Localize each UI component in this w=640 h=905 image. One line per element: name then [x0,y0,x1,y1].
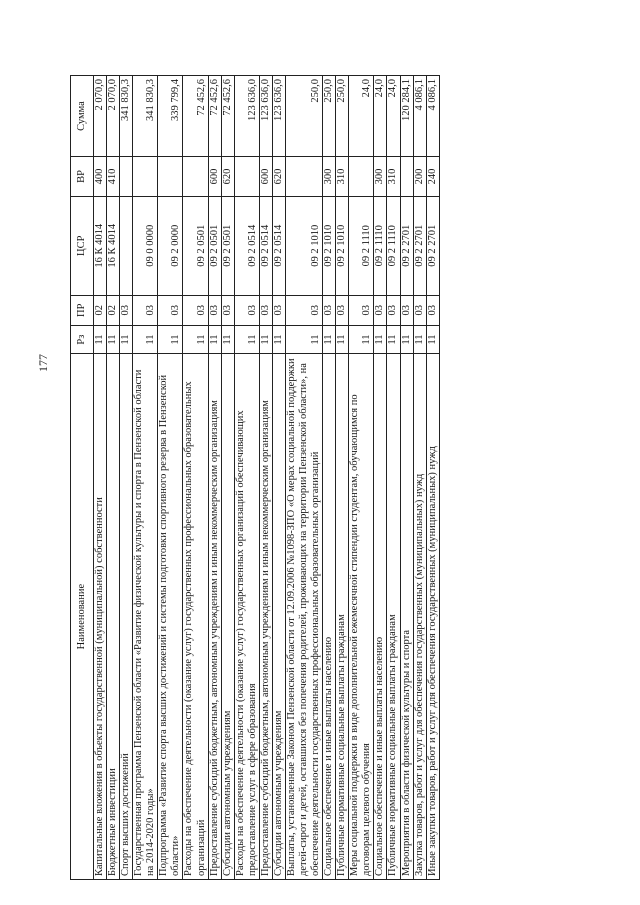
cell-csr: 09 2 1010 [323,196,336,295]
cell-sum: 72 452,6 [183,76,208,157]
cell-sum: 250,0 [323,76,336,157]
cell-pr: 02 [94,295,107,326]
cell-rz: 11 [259,326,272,354]
cell-csr: 09 2 1110 [374,196,387,295]
budget-table [70,75,440,880]
cell-sum: 120 284,1 [400,76,413,157]
cell-name: Капитальные вложения в объекты государственной (муниципальной) собственности [94,354,107,880]
table-row [400,76,413,880]
cell-name: Расходы на обеспечение деятельности (оказание услуг) государственных организаций обеспечивающих предоставление услуг в сфере образования [234,354,259,880]
cell-vr [349,157,374,197]
cell-name: Социальное обеспечение и иные выплаты населению [374,354,387,880]
cell-csr: 09 2 0514 [234,196,259,295]
table-row [272,76,285,880]
cell-rz: 11 [285,326,322,354]
cell-rz: 11 [323,326,336,354]
cell-name: Подпрограмма «Развитие спорта высших достижений и системы подготовки спортивного резерва в Пензенской области» [158,354,183,880]
cell-pr: 03 [400,295,413,326]
cell-vr: 300 [323,157,336,197]
cell-name: Государственная программа Пензенской области «Развитие физической культуры и спорта в Пензенской области на 2014-2020 годы» [133,354,158,880]
table-row [158,76,183,880]
table-row [234,76,259,880]
cell-rz: 11 [120,326,133,354]
cell-sum: 341 830,3 [133,76,158,157]
cell-vr: 240 [426,157,439,197]
cell-pr: 03 [158,295,183,326]
cell-name: Публичные нормативные социальные выплаты гражданам [387,354,400,880]
cell-name: Иные закупки товаров, работ и услуг для обеспечения государственных (муниципальных) нужд [426,354,439,880]
cell-sum: 123 636,0 [234,76,259,157]
cell-rz: 11 [374,326,387,354]
cell-vr: 620 [272,157,285,197]
cell-csr: 09 2 0501 [208,196,221,295]
cell-name: Выплаты, установленные Законом Пензенской области от 12.09.2006 №1098-ЗПО «О мерах социальной поддержки детей-сирот и детей, оставшихся без попечения родителей, проживающих на территории Пензенской области», на обеспечение деятельности государственных профессиональных образовательных организаций [285,354,322,880]
cell-vr: 310 [336,157,349,197]
cell-name: Предоставление субсидий бюджетным, автономным учреждениям и иным некоммерческим организациям [259,354,272,880]
cell-vr: 200 [413,157,426,197]
cell-name: Бюджетные инвестиции [107,354,120,880]
page-number: 177 [36,354,50,372]
cell-rz: 11 [183,326,208,354]
cell-csr: 09 2 1010 [336,196,349,295]
cell-csr [120,196,133,295]
cell-vr: 410 [107,157,120,197]
cell-pr: 03 [426,295,439,326]
header-pr: ПР [71,295,94,326]
cell-vr [183,157,208,197]
cell-name: Социальное обеспечение и иные выплаты населению [323,354,336,880]
table-row [259,76,272,880]
table-row [426,76,439,880]
cell-csr: 09 2 0514 [259,196,272,295]
table-row [221,76,234,880]
table-row [349,76,374,880]
cell-csr: 09 2 1110 [349,196,374,295]
header-name: Наименование [71,354,94,880]
rotated-page [70,75,570,880]
cell-name: Субсидии автономным учреждениям [221,354,234,880]
cell-pr: 03 [208,295,221,326]
cell-sum: 24,0 [387,76,400,157]
cell-csr: 09 2 0000 [158,196,183,295]
cell-csr: 09 2 2701 [426,196,439,295]
cell-sum: 4 086,1 [426,76,439,157]
cell-pr: 03 [221,295,234,326]
cell-sum: 2 070,0 [107,76,120,157]
cell-sum: 341 830,3 [120,76,133,157]
cell-vr [133,157,158,197]
cell-sum: 250,0 [285,76,322,157]
cell-csr: 16 К 4014 [107,196,120,295]
table-row [94,76,107,880]
cell-csr: 09 0 0000 [133,196,158,295]
cell-rz: 11 [133,326,158,354]
cell-rz: 11 [94,326,107,354]
header-vr: ВР [71,157,94,197]
cell-rz: 11 [336,326,349,354]
cell-pr: 03 [259,295,272,326]
cell-rz: 11 [158,326,183,354]
cell-pr: 03 [183,295,208,326]
cell-name: Предоставление субсидий бюджетным, автономным учреждениям и иным некоммерческим организациям [208,354,221,880]
cell-vr: 310 [387,157,400,197]
cell-rz: 11 [387,326,400,354]
table-row [120,76,133,880]
table-row [323,76,336,880]
cell-sum: 72 452,6 [221,76,234,157]
cell-sum: 123 636,0 [272,76,285,157]
cell-rz: 11 [413,326,426,354]
cell-vr: 400 [94,157,107,197]
cell-pr: 03 [234,295,259,326]
cell-pr: 03 [336,295,349,326]
table-row [387,76,400,880]
cell-sum: 123 636,0 [259,76,272,157]
cell-rz: 11 [426,326,439,354]
cell-vr [400,157,413,197]
cell-sum: 24,0 [374,76,387,157]
cell-pr: 03 [387,295,400,326]
cell-pr: 03 [323,295,336,326]
cell-pr: 02 [107,295,120,326]
cell-rz: 11 [272,326,285,354]
cell-csr: 09 2 2701 [400,196,413,295]
cell-name: Спорт высших достижений [120,354,133,880]
table-row [107,76,120,880]
table-row [285,76,322,880]
header-csr: ЦСР [71,196,94,295]
cell-pr: 03 [285,295,322,326]
header-sum: Сумма [71,76,94,157]
cell-csr: 09 2 1010 [285,196,322,295]
cell-vr: 600 [259,157,272,197]
table-row [208,76,221,880]
table-row [413,76,426,880]
cell-sum: 339 799,4 [158,76,183,157]
cell-sum: 72 452,6 [208,76,221,157]
cell-pr: 03 [374,295,387,326]
table-row [374,76,387,880]
cell-sum: 2 070,0 [94,76,107,157]
cell-vr [158,157,183,197]
header-rz: Рз [71,326,94,354]
cell-rz: 11 [208,326,221,354]
cell-sum: 24,0 [349,76,374,157]
cell-csr: 09 2 0501 [183,196,208,295]
table-row [183,76,208,880]
cell-vr: 620 [221,157,234,197]
cell-csr: 09 2 2701 [413,196,426,295]
cell-rz: 11 [400,326,413,354]
cell-csr: 09 2 0501 [221,196,234,295]
table-row [336,76,349,880]
table-row [133,76,158,880]
cell-pr: 03 [133,295,158,326]
cell-vr: 600 [208,157,221,197]
cell-name: Закупка товаров, работ и услуг для обеспечения государственных (муниципальных) нужд [413,354,426,880]
cell-name: Публичные нормативные социальные выплаты гражданам [336,354,349,880]
cell-name: Субсидии автономным учреждениям [272,354,285,880]
cell-name: Расходы на обеспечение деятельности (оказание услуг) государственных профессиональных образовательных организаций [183,354,208,880]
cell-pr: 03 [120,295,133,326]
cell-rz: 11 [349,326,374,354]
table-header-row [71,76,94,880]
cell-csr: 09 2 0514 [272,196,285,295]
cell-vr: 300 [374,157,387,197]
cell-csr: 09 2 1110 [387,196,400,295]
cell-pr: 03 [272,295,285,326]
cell-name: Мероприятия в области физической культуры и спорта [400,354,413,880]
cell-rz: 11 [221,326,234,354]
cell-sum: 250,0 [336,76,349,157]
cell-pr: 03 [413,295,426,326]
cell-vr [120,157,133,197]
cell-vr [234,157,259,197]
cell-pr: 03 [349,295,374,326]
cell-csr: 16 К 4014 [94,196,107,295]
cell-sum: 4 086,1 [413,76,426,157]
cell-rz: 11 [107,326,120,354]
cell-rz: 11 [234,326,259,354]
cell-name: Меры социальной поддержки в виде дополнительной ежемесячной стипендии студентам, обучающимся по договорам целевого обучения [349,354,374,880]
cell-vr [285,157,322,197]
